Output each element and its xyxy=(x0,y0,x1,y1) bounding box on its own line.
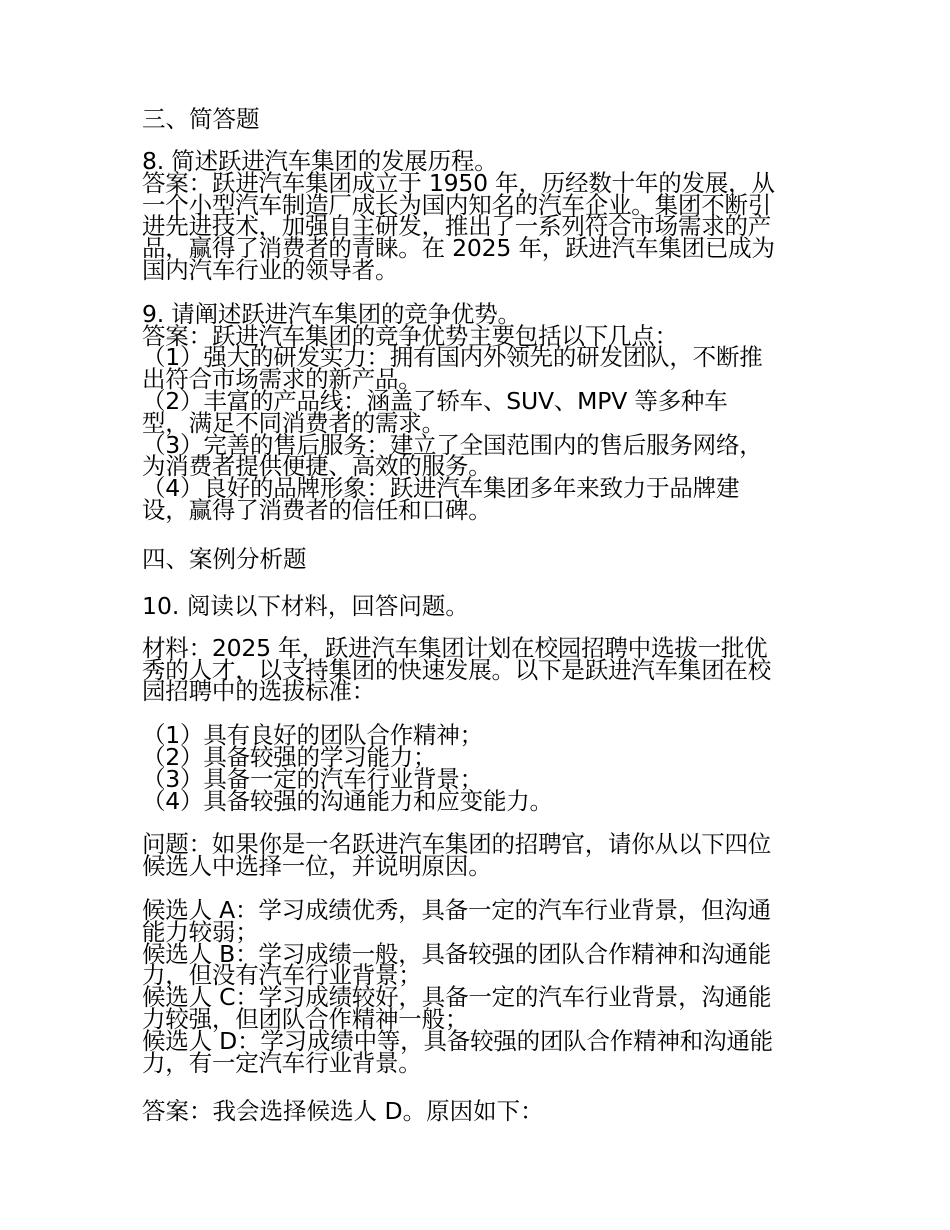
material-line: 秀的人才，以支持集团的快速发展。以下是跃进汽车集团在校 xyxy=(142,655,772,684)
candidate-line: 力，但没有汽车行业背景； xyxy=(142,961,422,990)
candidate-line: 力，有一定汽车行业背景。 xyxy=(142,1048,422,1077)
answer-8-line: 品，赢得了消费者的青睐。在 2025 年，跃进汽车集团已成为 xyxy=(142,234,775,263)
answer-9-line: 型，满足不同消费者的需求。 xyxy=(142,408,445,437)
question-9-text: 9. 请阐述跃进汽车集团的竞争优势。 xyxy=(142,299,521,328)
problem-line: 候选人中选择一位，并说明原因。 xyxy=(142,852,492,881)
answer-9-line: 为消费者提供便捷、高效的服务。 xyxy=(142,452,492,481)
answer-8-line: 一个小型汽车制造厂成长为国内知名的汽车企业。集团不断引 xyxy=(142,190,772,219)
criteria-item: （4）具备较强的沟通能力和应变能力。 xyxy=(142,786,553,815)
question-10-text: 10. 阅读以下材料，回答问题。 xyxy=(142,591,469,620)
answer-9-line: （2）丰富的产品线：涵盖了轿车、SUV、MPV 等多种车 xyxy=(142,386,728,415)
section-title-short-answer: 三、简答题 xyxy=(142,105,260,133)
answer-8-line: 国内汽车行业的领导者。 xyxy=(142,255,399,284)
candidate-line: 候选人 A：学习成绩优秀，具备一定的汽车行业背景，但沟通 xyxy=(142,895,771,924)
material-line: 材料：2025 年，跃进汽车集团计划在校园招聘中选拔一批优 xyxy=(142,633,768,662)
answer-9-line: 出符合市场需求的新产品。 xyxy=(142,365,422,394)
criteria-item: （2）具备较强的学习能力； xyxy=(142,742,437,771)
criteria-item: （1）具有良好的团队合作精神； xyxy=(142,721,483,750)
question-8-text: 8. 简述跃进汽车集团的发展历程。 xyxy=(142,147,498,175)
candidate-list xyxy=(142,895,814,1077)
answer-9-line: 答案：跃进汽车集团的竞争优势主要包括以下几点： xyxy=(142,321,678,350)
answer-9-line: （1）强大的研发实力：拥有国内外领先的研发团队，不断推 xyxy=(142,343,763,372)
section-title-case-analysis: 四、案例分析题 xyxy=(142,544,307,573)
candidate-line: 力较强，但团队合作精神一般； xyxy=(142,1004,469,1033)
answer-8-line: 答案：跃进汽车集团成立于 1950 年，历经数十年的发展，从 xyxy=(142,168,775,197)
problem-line: 问题：如果你是一名跃进汽车集团的招聘官，请你从以下四位 xyxy=(142,830,772,859)
answer-9-line: （3）完善的售后服务：建立了全国范围内的售后服务网络， xyxy=(142,430,763,459)
candidate-line: 候选人 B：学习成绩一般，具备较强的团队合作精神和沟通能 xyxy=(142,939,771,968)
document-page xyxy=(142,104,814,1126)
answer-9-line: 设，赢得了消费者的信任和口碑。 xyxy=(142,495,492,524)
answer-8-line: 进先进技术，加强自主研发，推出了一系列符合市场需求的产 xyxy=(142,212,772,241)
question-8 xyxy=(142,147,814,284)
material-paragraph xyxy=(142,633,814,706)
selection-criteria xyxy=(142,721,814,815)
answer-9-line: （4）良好的品牌形象：跃进汽车集团多年来致力于品牌建 xyxy=(142,474,740,503)
candidate-line: 能力较弱； xyxy=(142,917,259,946)
candidate-line: 候选人 C：学习成绩较好，具备一定的汽车行业背景，沟通能 xyxy=(142,983,772,1012)
question-9 xyxy=(142,299,814,524)
material-line: 园招聘中的选拔标准： xyxy=(142,677,375,706)
criteria-item: （3）具备一定的汽车行业背景； xyxy=(142,764,483,793)
answer-10-text: 答案：我会选择候选人 D。原因如下： xyxy=(142,1097,544,1126)
candidate-line: 候选人 D：学习成绩中等，具备较强的团队合作精神和沟通能 xyxy=(142,1026,773,1055)
problem-paragraph xyxy=(142,830,814,881)
